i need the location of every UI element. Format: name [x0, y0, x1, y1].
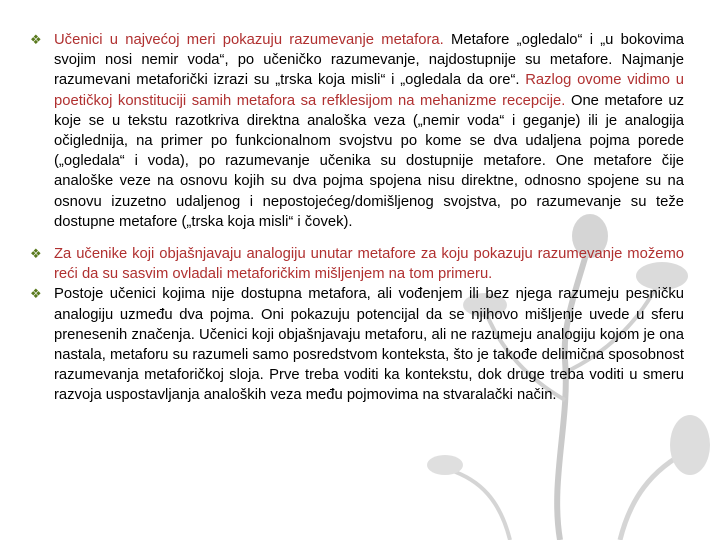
bullet-item-2 [30, 244, 684, 284]
bullet-1-part-3: Razlog ovome vidimo u poetičkoj konstituciji samih metafora sa refklesijom na mehanizme recepcije. [54, 72, 684, 109]
bullet-item-3 [30, 284, 684, 405]
diamond-clover-bullet-icon: ❖ [30, 246, 42, 262]
bullet-2-text: Za učenike koji objašnjavaju analogiju unutar metafore za koju pokazuju razumevanje možemo reći da su sasvim ovladali metaforičkim mišljenjem na tom primeru. [54, 246, 684, 283]
bullet-1-part-4: One metafore uz koje se u tekstu razotkriva direktna analoška veza („nemir voda“ i geganje) ili je analogija očiglednija, na primer po funkcionalnom svojstvu po kome se dva udaljena pojma porede („ogledala“ i voda), po razumevanje učenika su dostupnije metafore. One metafore čije analoške veze na osnovu kojih su dva pojma spojena nisu direktne, odnosno spojene su na osnovu izuzetno udaljenog i nepostojećeg/domišljenog svojstva, po razumevanje su teže dostupne metafore („trska koja misli“ i čovek). [54, 92, 684, 230]
bullet-3-text: Postoje učenici kojima nije dostupna metafora, ali vođenjem ili bez njega razumeju pesničku analogiju uzmeđu dva pojma. Oni pokazuju potencijal da se njihovo mišljenje uvede u sferu prenesenih značenja. Učenici koji objašnjavaju metaforu, ali ne razumeju analogiju kojom je ona nastala, metaforu su razumeli samo posredstvom konteksta, što je takođe delimična sposobnost razumevanja metaforičkoj sloja. Prve treba voditi ka kontekstu, dok druge treba voditi u smeru razvoja uspostavljanja analoških veza među pojmovima na stvaralački način. [54, 286, 684, 404]
diamond-clover-bullet-icon: ❖ [30, 286, 42, 302]
bullet-item-1 [30, 30, 684, 232]
bullet-1-part-1: Učenici u najvećoj meri pokazuju razumevanje metafora. [54, 32, 444, 48]
diamond-clover-bullet-icon: ❖ [30, 32, 42, 47]
bullet-1-part-2: Metafore „ogledalo“ i „u bokovima svojim nosi nemir voda“, po učeničko razumevanje, najdostupnije su metafore. Najmanje razumevani metaforički izrazi su „trska koja misli“ i „ogledala da ore“. [54, 32, 684, 89]
slide-content [30, 30, 684, 418]
bullet-1-text [54, 32, 684, 230]
